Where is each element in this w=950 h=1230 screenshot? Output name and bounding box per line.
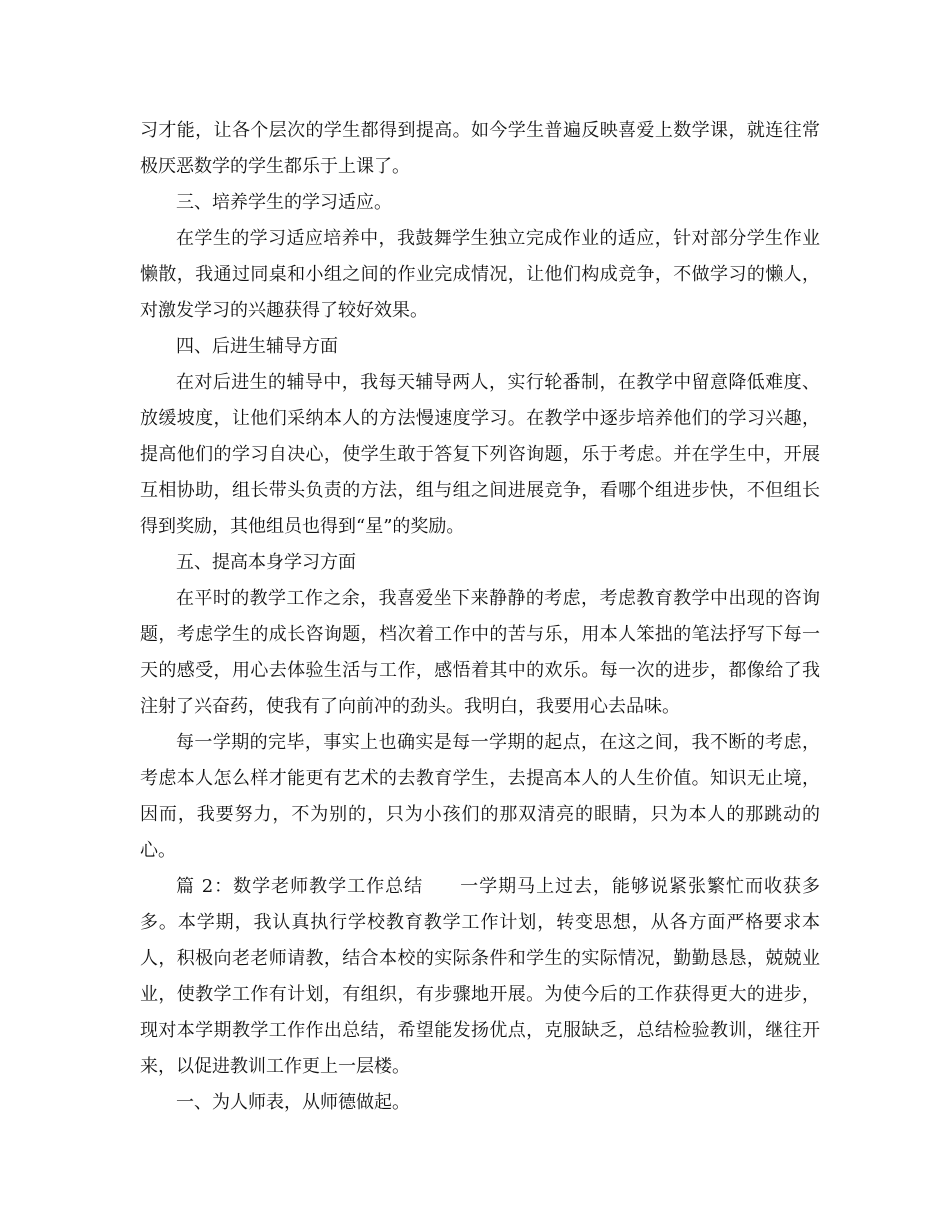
section-heading-ethics: 一、为人师表，从师德做起。 (176, 1092, 410, 1113)
article-2-heading: 篇 2：数学老师教学工作总结 (176, 876, 424, 897)
section-heading-self-study: 五、提高本身学习方面 (176, 552, 356, 573)
section-heading-tutoring: 四、后进生辅导方面 (176, 336, 338, 357)
paragraph-reflection: 每一学期的完毕，事实上也确实是每一学期的起点，在这之间，我不断的考虑，考虑本人怎么样才能更有艺术的去教育学生，去提高本人的人生价值。知识无止境，因而，我要努力，不为别的，只为小孩们的那双清亮的眼睛，只为本人的那跳动的心。 (140, 732, 820, 861)
article-2-paragraph (140, 869, 820, 1085)
paragraph-habits: 在学生的学习适应培养中，我鼓舞学生独立完成作业的适应，针对部分学生作业懒散，我通过同桌和小组之间的作业完成情况，让他们构成竞争，不做学习的懒人，对激发学习的兴趣获得了较好效果。 (140, 228, 820, 321)
paragraph-continuation: 习才能，让各个层次的学生都得到提高。如今学生普遍反映喜爱上数学课，就连往常极厌恶数学的学生都乐于上课了。 (140, 120, 820, 177)
document-body (140, 113, 820, 1121)
paragraph-tutoring: 在对后进生的辅导中，我每天辅导两人，实行轮番制，在教学中留意降低难度、放缓坡度，让他们采纳本人的方法慢速度学习。在教学中逐步培养他们的学习兴趣，提高他们的学习自决心，使学生敢于答复下列咨询题，乐于考虑。并在学生中，开展互相协助，组长带头负责的方法，组与组之间进展竞争，看哪个组进步快，不但组长得到奖励，其他组员也得到“星”的奖励。 (140, 372, 820, 537)
paragraph-self-study: 在平时的教学工作之余，我喜爱坐下来静静的考虑，考虑教育教学中出现的咨询题，考虑学生的成长咨询题，档次着工作中的苦与乐，用本人笨拙的笔法抒写下每一天的感受，用心去体验生活与工作，感悟着其中的欢乐。每一次的进步，都像给了我注射了兴奋药，使我有了向前冲的劲头。我明白，我要用心去品味。 (140, 588, 820, 717)
section-heading-habits: 三、培养学生的学习适应。 (176, 192, 392, 213)
article-2-body: 一学期马上过去，能够说紧张繁忙而收获多多。本学期，我认真执行学校教育教学工作计划，转变思想，从各方面严格要求本人，积极向老老师请教，结合本校的实际条件和学生的实际情况，勤勤恳恳，兢兢业业，使教学工作有计划，有组织，有步骤地开展。为使今后的工作获得更大的进步，现对本学期教学工作作出总结，希望能发扬优点，克服缺乏，总结检验教训，继往开来，以促进教训工作更上一层楼。 (140, 876, 820, 1077)
